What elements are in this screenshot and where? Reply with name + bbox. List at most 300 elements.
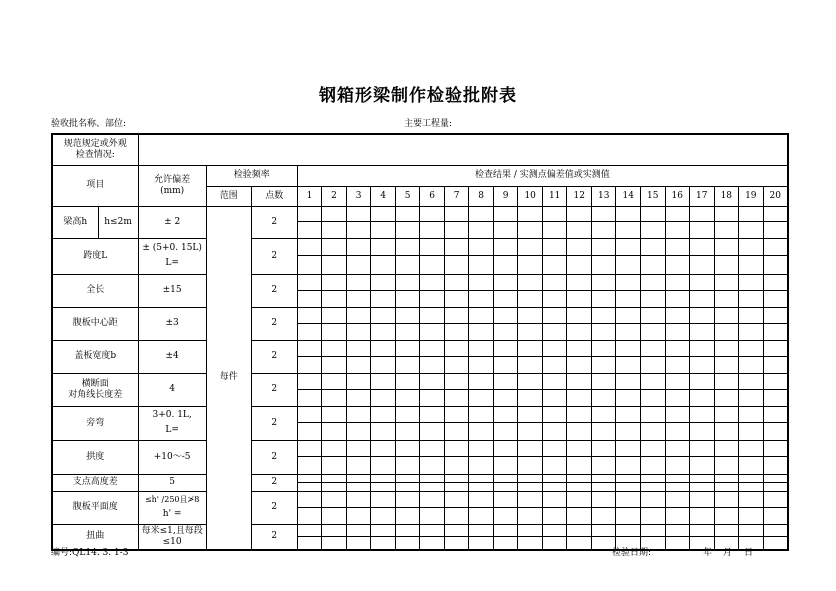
result-cell[interactable] [371, 524, 396, 550]
result-cell[interactable] [542, 206, 567, 238]
result-cell-divider [298, 239, 322, 257]
result-cell-divider [445, 525, 469, 537]
result-cell[interactable] [444, 340, 469, 373]
result-cell[interactable] [371, 238, 396, 274]
result-cell[interactable] [322, 524, 347, 550]
result-cell[interactable] [371, 373, 396, 406]
result-cell-divider [494, 207, 518, 223]
result-cell[interactable] [322, 307, 347, 340]
result-cell[interactable] [444, 307, 469, 340]
result-cell[interactable] [420, 238, 445, 274]
result-cell-divider [666, 525, 690, 537]
result-cell-divider [592, 492, 616, 508]
result-cell-divider [592, 374, 616, 390]
points-value: 2 [251, 491, 297, 524]
result-cell[interactable] [518, 340, 543, 373]
tolerance-line-1: ≤h' /250且≯8 [144, 495, 200, 505]
result-cell[interactable] [665, 373, 690, 406]
col-frequency-header: 检验频率 [206, 165, 297, 186]
result-cell[interactable] [690, 373, 715, 406]
result-cell[interactable] [395, 440, 420, 474]
result-cell[interactable] [567, 373, 592, 406]
result-cell[interactable] [640, 238, 665, 274]
points-value: 2 [251, 440, 297, 474]
result-cell[interactable] [493, 307, 518, 340]
result-cell[interactable] [469, 206, 494, 238]
result-cell[interactable] [763, 206, 788, 238]
result-cell[interactable] [567, 406, 592, 440]
result-cell-divider [445, 374, 469, 390]
result-cell[interactable] [493, 340, 518, 373]
result-cell-divider [543, 308, 567, 324]
result-cell[interactable] [690, 491, 715, 524]
result-cell[interactable] [763, 440, 788, 474]
result-cell[interactable] [322, 406, 347, 440]
result-cell-divider [567, 525, 591, 537]
result-cell[interactable] [567, 206, 592, 238]
result-cell[interactable] [444, 474, 469, 491]
result-cell[interactable] [714, 238, 739, 274]
result-cell[interactable] [640, 307, 665, 340]
result-cell[interactable] [739, 440, 764, 474]
result-cell[interactable] [763, 524, 788, 550]
result-cell[interactable] [763, 406, 788, 440]
result-cell[interactable] [346, 440, 371, 474]
result-cell-divider [420, 239, 444, 257]
result-cell-divider [347, 525, 371, 537]
result-cell[interactable] [665, 440, 690, 474]
result-cell[interactable] [395, 373, 420, 406]
result-cell[interactable] [371, 340, 396, 373]
result-cell[interactable] [395, 206, 420, 238]
result-cell[interactable] [322, 373, 347, 406]
result-cell-divider [396, 492, 420, 508]
result-cell[interactable] [371, 474, 396, 491]
result-cell[interactable] [640, 373, 665, 406]
result-cell-divider [616, 239, 640, 257]
result-cell[interactable] [542, 238, 567, 274]
result-cell[interactable] [346, 474, 371, 491]
result-cell[interactable] [640, 274, 665, 307]
item-name: 拱度 [52, 440, 138, 474]
result-cell[interactable] [493, 206, 518, 238]
point-number: 4 [371, 186, 396, 206]
item-name: 扭曲 [52, 524, 138, 550]
result-cell[interactable] [616, 206, 641, 238]
result-cell[interactable] [444, 406, 469, 440]
tolerance-value: 5 [138, 474, 206, 491]
result-cell[interactable] [616, 274, 641, 307]
result-cell[interactable] [493, 440, 518, 474]
result-cell[interactable] [297, 440, 322, 474]
result-cell[interactable] [714, 474, 739, 491]
result-cell-divider [690, 207, 714, 223]
result-cell[interactable] [346, 406, 371, 440]
result-cell[interactable] [371, 406, 396, 440]
result-cell[interactable] [444, 524, 469, 550]
result-cell[interactable] [763, 238, 788, 274]
result-cell[interactable] [444, 238, 469, 274]
result-cell[interactable] [739, 373, 764, 406]
result-cell[interactable] [346, 491, 371, 524]
result-cell[interactable] [542, 274, 567, 307]
result-cell-divider [543, 525, 567, 537]
result-cell[interactable] [665, 206, 690, 238]
result-cell-divider [322, 308, 346, 324]
result-cell[interactable] [346, 238, 371, 274]
result-cell[interactable] [469, 440, 494, 474]
points-value: 2 [251, 307, 297, 340]
result-cell[interactable] [591, 206, 616, 238]
result-cell[interactable] [714, 440, 739, 474]
result-cell[interactable] [371, 206, 396, 238]
result-cell[interactable] [690, 206, 715, 238]
result-cell[interactable] [567, 238, 592, 274]
result-cell[interactable] [346, 307, 371, 340]
result-cell-divider [420, 341, 444, 357]
result-cell-divider [764, 207, 787, 223]
result-cell[interactable] [518, 206, 543, 238]
points-value: 2 [251, 406, 297, 440]
result-cell-divider [420, 407, 444, 424]
result-cell[interactable] [297, 373, 322, 406]
result-cell-divider [715, 492, 739, 508]
date-day-label: 日 [744, 548, 754, 558]
result-cell[interactable] [591, 274, 616, 307]
result-cell-divider [347, 441, 371, 458]
result-cell[interactable] [518, 524, 543, 550]
result-cell[interactable] [591, 474, 616, 491]
result-cell[interactable] [395, 406, 420, 440]
item-condition: h≤2m [98, 206, 138, 238]
result-cell[interactable] [591, 307, 616, 340]
result-cell[interactable] [714, 373, 739, 406]
result-cell[interactable] [346, 206, 371, 238]
result-cell-divider [298, 525, 322, 537]
result-cell-divider [764, 441, 787, 458]
result-cell-divider [715, 441, 739, 458]
result-cell-divider [371, 341, 395, 357]
result-cell[interactable] [616, 491, 641, 524]
result-cell-divider [690, 525, 714, 537]
result-cell[interactable] [616, 307, 641, 340]
col-range-header: 范围 [206, 186, 251, 206]
point-number: 2 [322, 186, 347, 206]
result-cell[interactable] [690, 340, 715, 373]
result-cell[interactable] [542, 406, 567, 440]
result-cell[interactable] [371, 307, 396, 340]
result-cell-divider [739, 407, 763, 424]
result-cell[interactable] [420, 440, 445, 474]
result-cell[interactable] [469, 340, 494, 373]
tolerance-line-1: ± (5+0. 15L) [142, 243, 202, 254]
result-cell[interactable] [739, 274, 764, 307]
result-cell[interactable] [395, 274, 420, 307]
result-cell[interactable] [469, 373, 494, 406]
point-number: 1 [297, 186, 322, 206]
result-cell[interactable] [542, 474, 567, 491]
result-cell-divider [666, 374, 690, 390]
result-cell[interactable] [469, 491, 494, 524]
result-cell[interactable] [567, 274, 592, 307]
result-cell[interactable] [665, 274, 690, 307]
result-cell[interactable] [591, 440, 616, 474]
result-cell[interactable] [518, 474, 543, 491]
result-cell-divider [690, 492, 714, 508]
result-cell[interactable] [567, 307, 592, 340]
result-cell[interactable] [542, 524, 567, 550]
result-cell[interactable] [297, 206, 322, 238]
result-cell[interactable] [297, 340, 322, 373]
result-cell[interactable] [395, 238, 420, 274]
tolerance-header-text: 允许偏差(mm) [154, 174, 191, 196]
result-cell[interactable] [420, 524, 445, 550]
result-cell[interactable] [567, 474, 592, 491]
result-cell[interactable] [567, 340, 592, 373]
result-cell[interactable] [616, 406, 641, 440]
result-cell[interactable] [493, 491, 518, 524]
spec-label: 规范规定或外观检查情况: [63, 138, 127, 160]
tolerance-value: ±4 [138, 340, 206, 373]
result-cell[interactable] [518, 373, 543, 406]
result-cell[interactable] [322, 474, 347, 491]
tolerance-value: ±3 [138, 307, 206, 340]
result-cell[interactable] [739, 474, 764, 491]
result-cell[interactable] [739, 340, 764, 373]
result-cell[interactable] [665, 406, 690, 440]
result-cell-divider [592, 407, 616, 424]
result-cell[interactable] [542, 340, 567, 373]
result-cell[interactable] [395, 474, 420, 491]
result-cell[interactable] [346, 340, 371, 373]
result-cell[interactable] [371, 440, 396, 474]
result-cell[interactable] [469, 238, 494, 274]
result-cell[interactable] [420, 474, 445, 491]
result-cell[interactable] [690, 238, 715, 274]
result-cell-divider [469, 308, 493, 324]
table-row [52, 524, 788, 550]
result-cell-divider [641, 374, 665, 390]
result-cell[interactable] [518, 491, 543, 524]
result-cell[interactable] [616, 474, 641, 491]
result-cell-divider [641, 525, 665, 537]
result-cell[interactable] [444, 440, 469, 474]
result-cell[interactable] [616, 373, 641, 406]
result-cell-divider [298, 207, 322, 223]
result-cell[interactable] [640, 206, 665, 238]
result-cell[interactable] [297, 307, 322, 340]
result-cell[interactable] [322, 274, 347, 307]
result-cell[interactable] [640, 440, 665, 474]
result-cell-divider [739, 341, 763, 357]
inspection-date-label: 检验日期: [612, 548, 652, 558]
result-cell[interactable] [322, 238, 347, 274]
result-cell[interactable] [322, 440, 347, 474]
point-number: 17 [690, 186, 715, 206]
result-cell[interactable] [763, 373, 788, 406]
result-cell-divider [420, 492, 444, 508]
result-cell[interactable] [322, 340, 347, 373]
result-cell[interactable] [567, 491, 592, 524]
result-cell[interactable] [297, 491, 322, 524]
result-cell[interactable] [665, 491, 690, 524]
result-cell[interactable] [616, 238, 641, 274]
result-cell[interactable] [420, 491, 445, 524]
result-cell[interactable] [420, 206, 445, 238]
result-cell[interactable] [493, 406, 518, 440]
result-cell[interactable] [542, 307, 567, 340]
result-cell[interactable] [739, 491, 764, 524]
result-cell[interactable] [739, 406, 764, 440]
result-cell[interactable] [322, 206, 347, 238]
result-cell[interactable] [395, 340, 420, 373]
result-cell[interactable] [640, 474, 665, 491]
result-cell[interactable] [542, 440, 567, 474]
result-cell[interactable] [371, 491, 396, 524]
result-cell[interactable] [714, 340, 739, 373]
result-cell[interactable] [322, 491, 347, 524]
result-cell[interactable] [690, 307, 715, 340]
result-cell-divider [764, 275, 787, 291]
result-cell-divider [666, 275, 690, 291]
result-cell-divider [347, 308, 371, 324]
result-cell[interactable] [346, 524, 371, 550]
result-cell[interactable] [665, 524, 690, 550]
result-cell[interactable] [690, 440, 715, 474]
result-cell[interactable] [763, 340, 788, 373]
form-code: 编号:QL14. 3. 1-3 [51, 548, 129, 558]
result-cell[interactable] [739, 206, 764, 238]
result-cell[interactable] [518, 274, 543, 307]
result-cell[interactable] [567, 524, 592, 550]
result-cell[interactable] [763, 491, 788, 524]
result-cell[interactable] [665, 340, 690, 373]
result-cell[interactable] [640, 340, 665, 373]
result-cell-divider [322, 441, 346, 458]
result-cell[interactable] [714, 406, 739, 440]
result-cell[interactable] [714, 206, 739, 238]
result-cell[interactable] [444, 274, 469, 307]
result-cell[interactable] [469, 406, 494, 440]
col-points-header: 点数 [251, 186, 297, 206]
result-cell[interactable] [297, 474, 322, 491]
result-cell[interactable] [493, 238, 518, 274]
result-cell[interactable] [395, 307, 420, 340]
result-cell[interactable] [763, 274, 788, 307]
result-cell[interactable] [739, 238, 764, 274]
result-cell[interactable] [567, 440, 592, 474]
result-cell[interactable] [591, 373, 616, 406]
result-cell[interactable] [371, 274, 396, 307]
result-cell[interactable] [297, 406, 322, 440]
result-cell[interactable] [665, 307, 690, 340]
result-cell[interactable] [420, 406, 445, 440]
result-cell[interactable] [469, 474, 494, 491]
result-cell[interactable] [690, 474, 715, 491]
result-cell[interactable] [346, 373, 371, 406]
result-cell[interactable] [640, 406, 665, 440]
result-cell-divider [518, 207, 542, 223]
result-cell-divider [690, 475, 714, 483]
result-cell[interactable] [616, 440, 641, 474]
result-cell[interactable] [395, 491, 420, 524]
result-cell[interactable] [714, 491, 739, 524]
result-cell[interactable] [690, 406, 715, 440]
result-cell[interactable] [420, 373, 445, 406]
point-number: 14 [616, 186, 641, 206]
result-cell-divider [715, 525, 739, 537]
result-cell[interactable] [665, 474, 690, 491]
points-value: 2 [251, 373, 297, 406]
result-cell[interactable] [493, 474, 518, 491]
result-cell[interactable] [591, 406, 616, 440]
result-cell[interactable] [542, 491, 567, 524]
result-cell-divider [445, 441, 469, 458]
result-cell[interactable] [714, 307, 739, 340]
result-cell[interactable] [665, 238, 690, 274]
result-cell[interactable] [763, 474, 788, 491]
result-cell-divider [322, 525, 346, 537]
result-cell[interactable] [640, 491, 665, 524]
result-cell-divider [371, 407, 395, 424]
result-cell[interactable] [591, 491, 616, 524]
result-cell-divider [396, 207, 420, 223]
spec-content-cell[interactable] [138, 134, 788, 165]
point-number: 11 [542, 186, 567, 206]
point-number: 10 [518, 186, 543, 206]
result-cell[interactable] [469, 307, 494, 340]
result-cell[interactable] [444, 373, 469, 406]
result-cell[interactable] [346, 274, 371, 307]
result-cell[interactable] [518, 307, 543, 340]
result-cell[interactable] [739, 307, 764, 340]
result-cell-divider [715, 475, 739, 483]
result-cell[interactable] [297, 238, 322, 274]
result-cell[interactable] [616, 340, 641, 373]
result-cell[interactable] [493, 373, 518, 406]
result-cell[interactable] [420, 307, 445, 340]
result-cell[interactable] [763, 307, 788, 340]
result-cell-divider [715, 239, 739, 257]
result-cell[interactable] [444, 206, 469, 238]
result-cell[interactable] [518, 238, 543, 274]
tolerance-value: +10～-5 [138, 440, 206, 474]
result-cell[interactable] [542, 373, 567, 406]
result-cell[interactable] [420, 340, 445, 373]
result-cell[interactable] [591, 238, 616, 274]
result-cell[interactable] [469, 274, 494, 307]
result-cell[interactable] [297, 524, 322, 550]
result-cell[interactable] [518, 406, 543, 440]
result-cell[interactable] [469, 524, 494, 550]
result-cell[interactable] [444, 491, 469, 524]
result-cell[interactable] [395, 524, 420, 550]
result-cell-divider [494, 308, 518, 324]
result-cell-divider [322, 275, 346, 291]
result-cell[interactable] [518, 440, 543, 474]
result-cell-divider [396, 275, 420, 291]
result-cell[interactable] [714, 274, 739, 307]
result-cell[interactable] [493, 274, 518, 307]
result-cell-divider [543, 475, 567, 483]
result-cell[interactable] [690, 274, 715, 307]
result-cell[interactable] [420, 274, 445, 307]
result-cell-divider [420, 308, 444, 324]
result-cell[interactable] [297, 274, 322, 307]
result-cell[interactable] [493, 524, 518, 550]
result-cell-divider [567, 475, 591, 483]
result-cell[interactable] [591, 340, 616, 373]
